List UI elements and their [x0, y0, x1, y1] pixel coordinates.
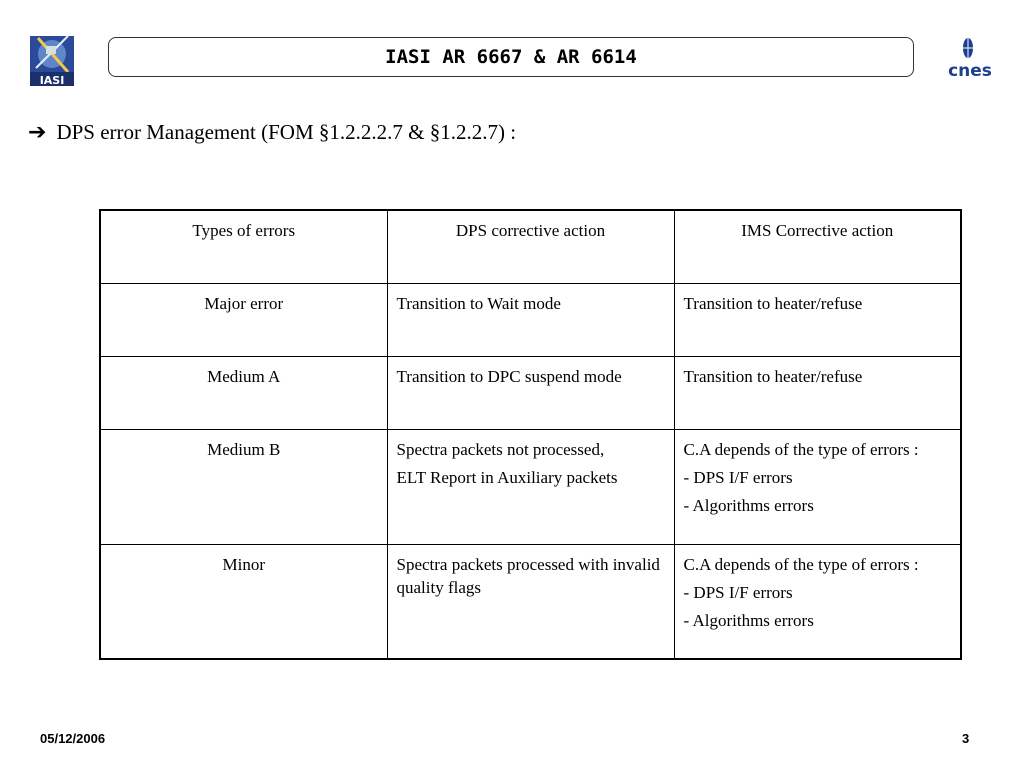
ims-action-line: - Algorithms errors: [683, 610, 814, 630]
ims-action-line: - Algorithms errors: [683, 495, 814, 515]
table-row: [100, 544, 961, 659]
page-title: IASI AR 6667 & AR 6614: [108, 37, 914, 77]
error-type-cell: Minor: [100, 544, 387, 659]
ims-action-cell: [674, 356, 961, 429]
column-header-types: Types of errors: [100, 210, 387, 283]
error-type-cell: Medium B: [100, 429, 387, 544]
dps-action-line: Transition to DPC suspend mode: [396, 366, 622, 386]
dps-action-line: Spectra packets not processed,: [396, 439, 605, 459]
table-row: [100, 283, 961, 356]
section-heading-text: DPS error Management (FOM §1.2.2.2.7 & §1.2.2.7) :: [56, 120, 517, 144]
right-arrow-icon: ➔: [28, 120, 47, 145]
table-row: [100, 356, 961, 429]
dps-action-cell: [387, 429, 674, 544]
error-management-table: [99, 209, 962, 660]
dps-action-cell: [387, 544, 674, 659]
ims-action-line: - DPS I/F errors: [683, 467, 793, 487]
ims-action-cell: [674, 544, 961, 659]
ims-action-cell: [674, 283, 961, 356]
dps-action-line: Transition to Wait mode: [396, 293, 561, 313]
iasi-logo-icon: [28, 28, 78, 88]
column-header-dps: DPS corrective action: [387, 210, 674, 283]
footer-date: 05/12/2006: [40, 731, 106, 746]
ims-action-line: Transition to heater/refuse: [683, 293, 863, 313]
ims-action-line: C.A depends of the type of errors :: [683, 554, 919, 574]
page-number: 3: [962, 731, 970, 746]
error-type-cell: Major error: [100, 283, 387, 356]
dps-action-cell: [387, 356, 674, 429]
ims-action-cell: [674, 429, 961, 544]
dps-action-line: ELT Report in Auxiliary packets: [396, 467, 618, 487]
cnes-logo-text: cnes: [948, 61, 992, 80]
ims-action-line: Transition to heater/refuse: [683, 366, 863, 386]
ims-action-line: - DPS I/F errors: [683, 582, 793, 602]
dps-action-line: Spectra packets processed with invalid quality flags: [396, 554, 660, 597]
dps-action-cell: [387, 283, 674, 356]
error-type-cell: Medium A: [100, 356, 387, 429]
section-heading: [28, 120, 516, 145]
iasi-logo-text: IASI: [39, 74, 65, 87]
ims-action-line: C.A depends of the type of errors :: [683, 439, 919, 459]
cnes-logo-icon: [942, 36, 998, 80]
table-header-row: [100, 210, 961, 283]
table-row: [100, 429, 961, 544]
column-header-ims: IMS Corrective action: [674, 210, 961, 283]
